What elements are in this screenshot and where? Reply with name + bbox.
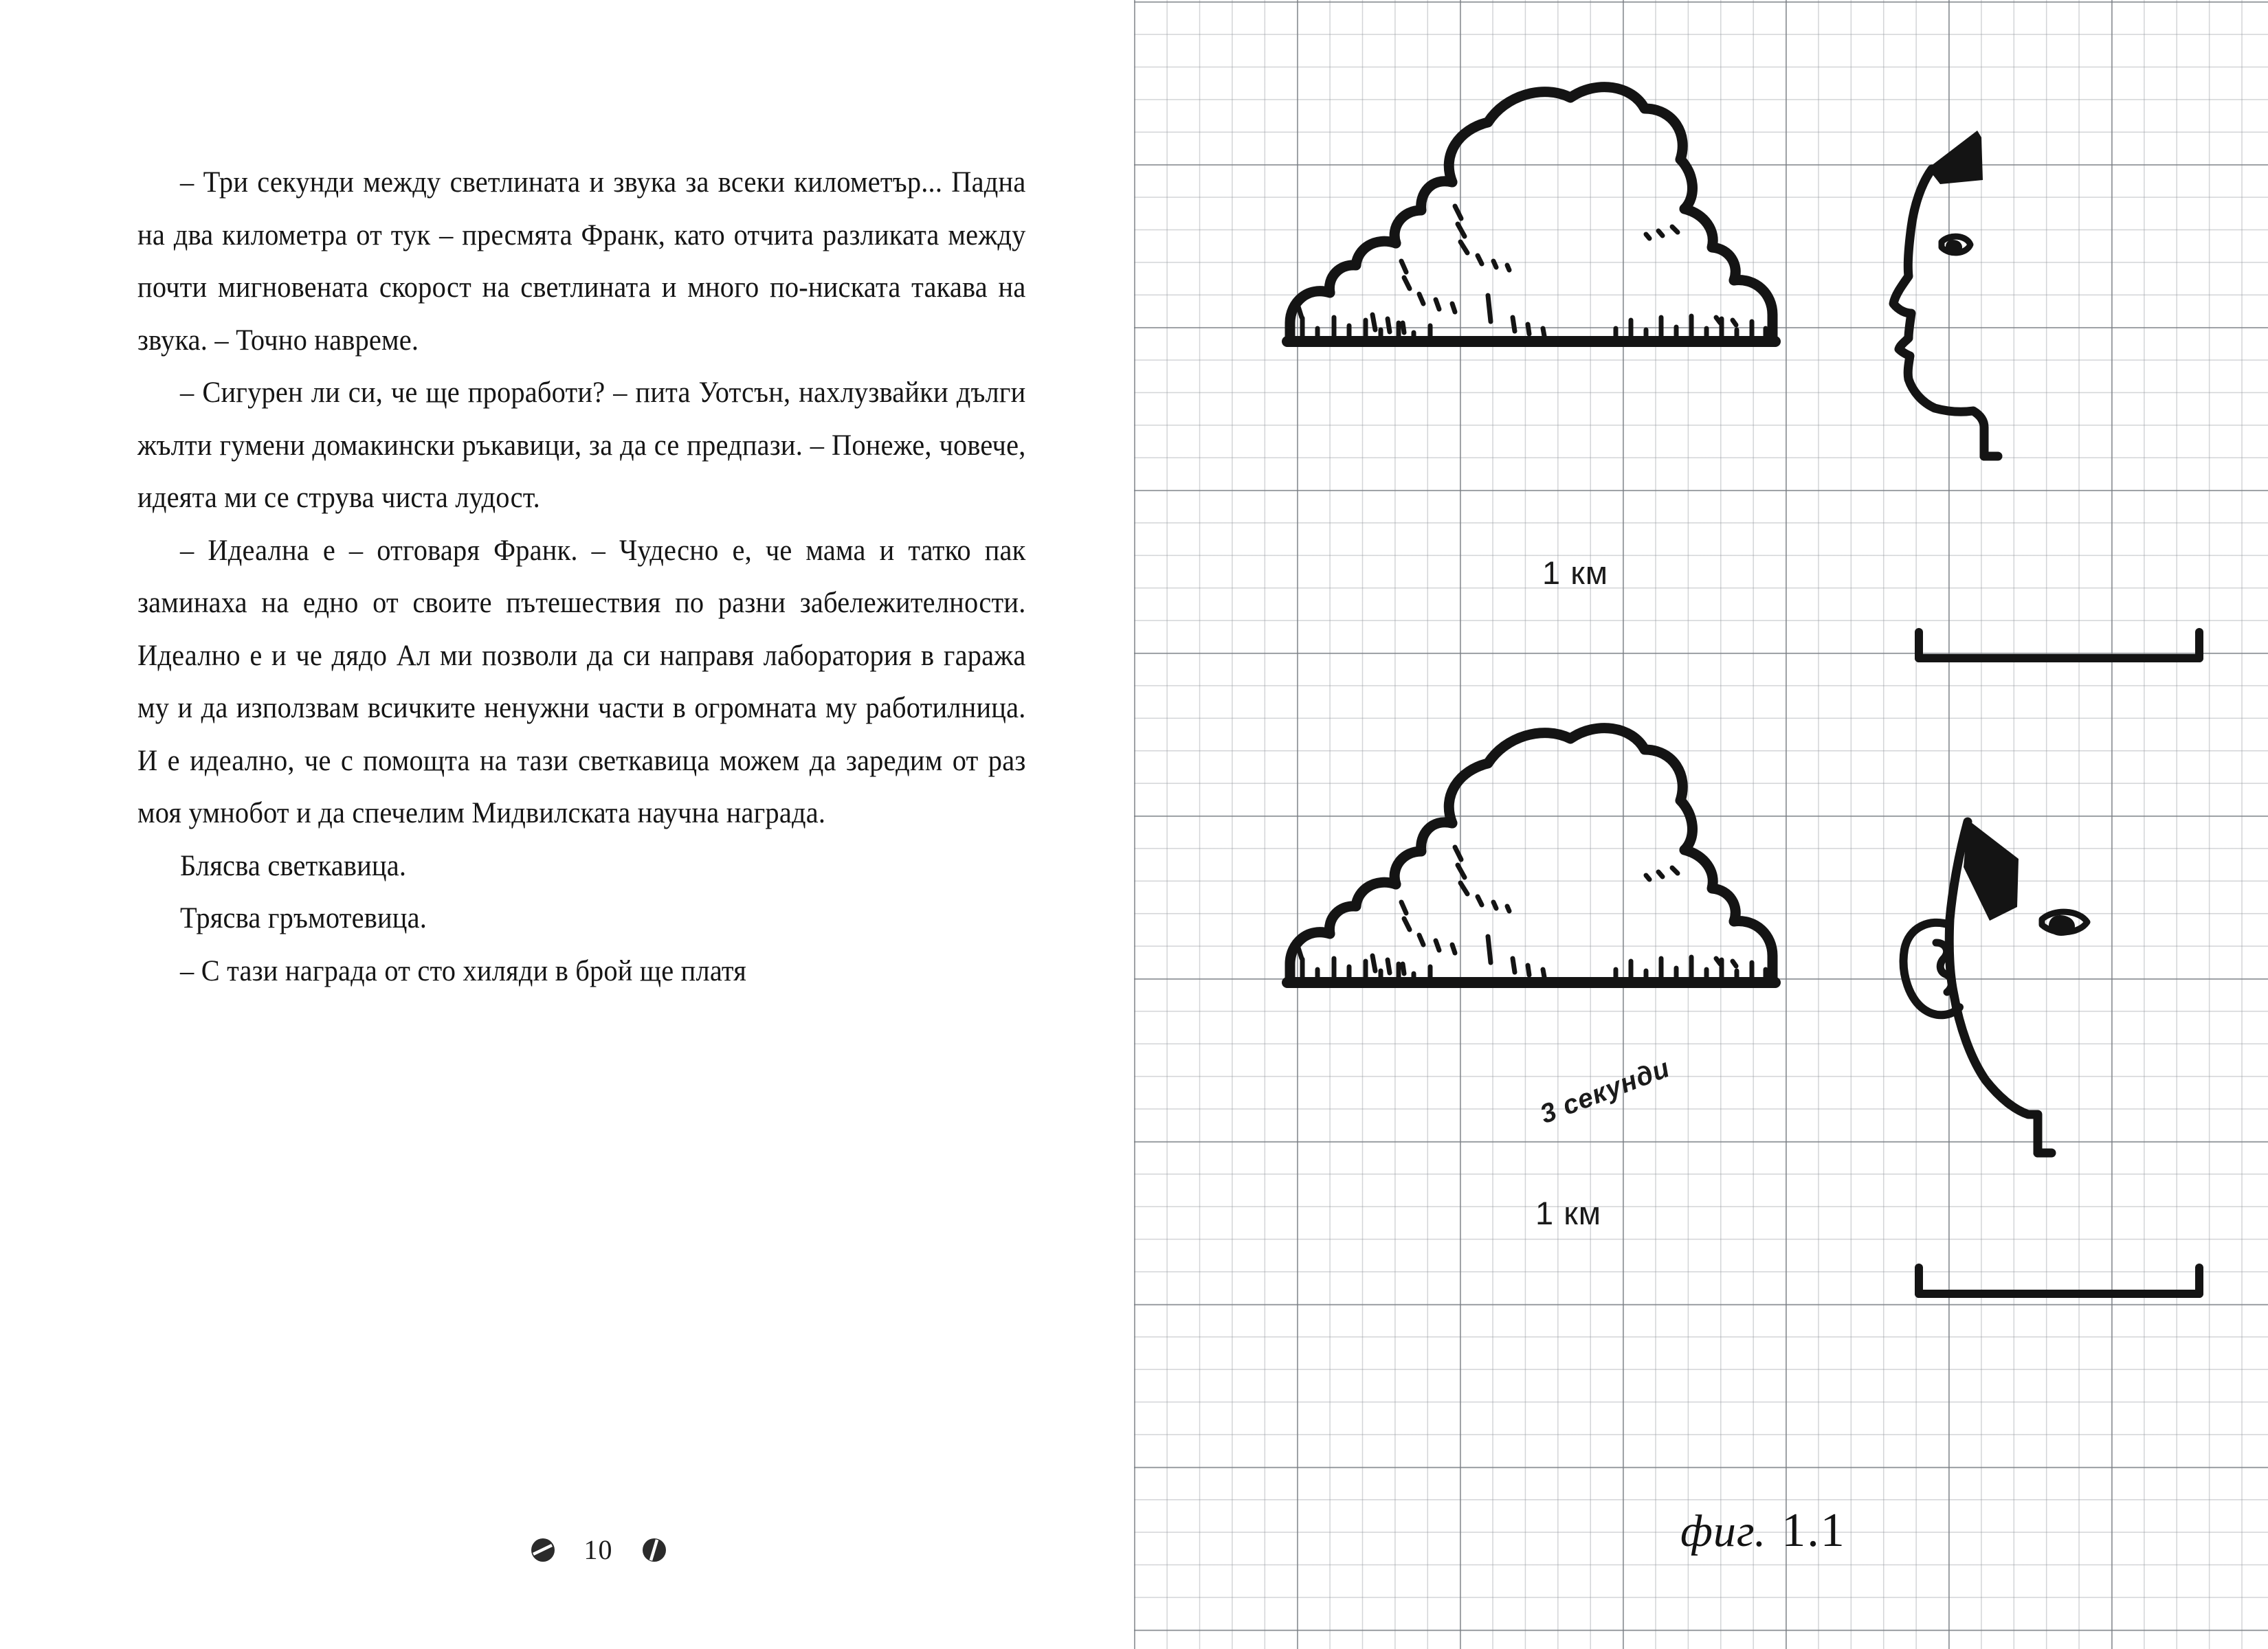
screw-head-ornament-right-icon: [641, 1536, 668, 1564]
screw-head-ornament-left-icon: [529, 1536, 557, 1564]
paragraph: Блясва светкавица.: [180, 849, 407, 882]
paragraph: – Сигурен ли си, че ще проработи? – пита Уотсън, нахлузвайки дълги жълти гумени домакински ръкавици, за да се предпази. – Понеже, човече, идеята ми се струва чиста лудост.: [137, 377, 1026, 514]
figure-artwork: [1131, 0, 2268, 1649]
body-text-column: [137, 157, 1025, 998]
paragraph: Трясва гръмотевица.: [180, 902, 427, 934]
scale-bar-bottom: [1919, 1268, 2199, 1294]
page-footer: [0, 1534, 1131, 1566]
scale-label-bottom: 1 км: [1535, 1195, 1602, 1231]
text-page: [0, 0, 1131, 1649]
bottom-panel-group: [1287, 728, 2199, 1294]
figure-caption: [1680, 1503, 1846, 1558]
figure-caption-number: 1.1: [1781, 1504, 1846, 1557]
storm-cloud-bottom-icon: [1287, 728, 1775, 983]
paragraph: – С тази награда от сто хиляди в брой ще платя: [180, 954, 747, 987]
storm-cloud-top-icon: [1287, 87, 1775, 341]
illustration-page: [1131, 0, 2268, 1649]
paragraph: – Три секунди между светлината и звука за всеки километър... Падна на два километра от тук – пресмята Франк, като отчита разликата между почти мигновената скорост на светлината и много по-ниската такава на звука. – Точно навреме.: [137, 166, 1026, 357]
scale-bar-top: [1919, 632, 2199, 658]
top-panel-group: [1287, 87, 2199, 658]
delay-annotation: 3 секунди: [1536, 1053, 1674, 1130]
scale-label-top: 1 км: [1542, 554, 1609, 591]
head-facing-right-icon: [1904, 820, 2087, 1153]
head-facing-left-icon: [1893, 131, 1998, 456]
paragraph: – Идеална е – отговаря Франк. – Чудесно е, че мама и татко пак заминаха на едно от своите пътешествия по разни забележителности. Идеално е и че дядо Ал ми позволи да си направя лаборатория в гаража му и да използвам всичките ненужни части в огромната му работилница. И е идеално, че с помощта на тази светкавица можем да заредим от раз моя умнобот и да спечелим Мидвилската научна награда.: [137, 534, 1026, 829]
page-number: 10: [583, 1534, 613, 1565]
figure-caption-word: фиг.: [1680, 1506, 1767, 1556]
